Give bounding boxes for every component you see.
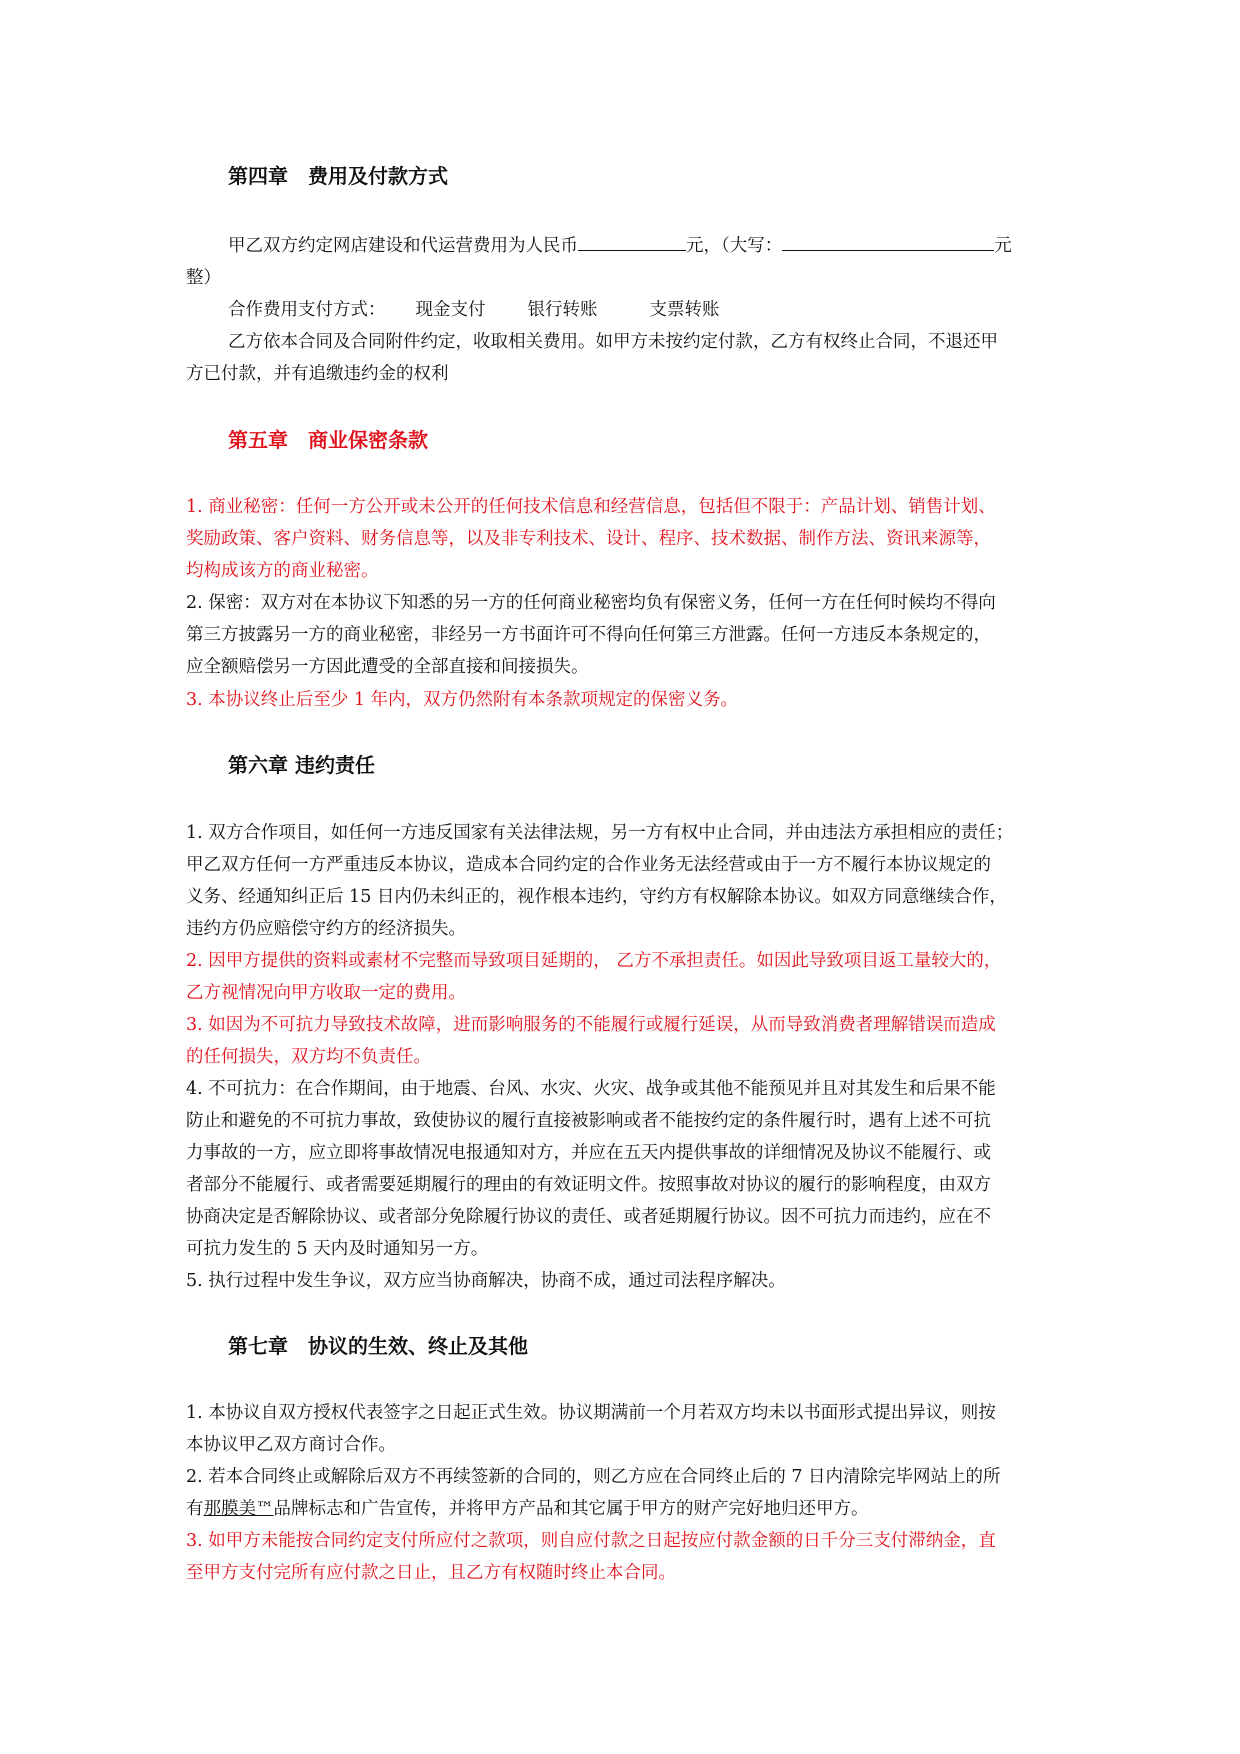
chapter-4-fee-line [228, 230, 1012, 262]
fee-amount-blank[interactable] [578, 232, 686, 251]
chapter-7-item1-line2: 本协议甲乙双方商讨合作。 [186, 1435, 396, 1455]
chapter-7-item3-line1: 3. 如甲方未能按合同约定支付所应付之款项，则自应付款之日起按应付款金额的日千分三支付滞纳金，直 [186, 1531, 996, 1551]
chapter-4-para3-line1: 乙方依本合同及合同附件约定，收取相关费用。如甲方未按约定付款，乙方有权终止合同，不退还甲 [228, 332, 998, 352]
chapter-6-item4-line5: 协商决定是否解除协议、或者部分免除履行协议的责任、或者延期履行协议。因不可抗力而违约，应在不 [186, 1207, 991, 1227]
chapter-6-title: 第六章 违约责任 [228, 753, 375, 777]
chapter-4-para3-line2: 方已付款，并有追缴违约金的权利 [186, 364, 449, 384]
chapter-5-item1-line1: 1. 商业秘密：任何一方公开或未公开的任何技术信息和经营信息，包括但不限于：产品计划、销售计划、 [186, 497, 996, 517]
chapter-6-item4-line1: 4. 不可抗力：在合作期间，由于地震、台风、水灾、火灾、战争或其他不能预见并且对其发生和后果不能 [186, 1079, 996, 1099]
chapter-7-item2-prefix: 有 [186, 1499, 204, 1519]
chapter-4-title: 第四章 费用及付款方式 [228, 164, 448, 188]
chapter-4-fee-line-end: 整） [186, 268, 221, 288]
payment-method-line [228, 294, 720, 326]
chapter-6-item1-line2: 甲乙双方任何一方严重违反本协议，造成本合同约定的合作业务无法经营或由于一方不履行本协议规定的 [186, 855, 991, 875]
chapter-6-item1-line3: 义务、经通知纠正后 15 日内仍未纠正的，视作根本违约，守约方有权解除本协议。如双方同意继续合作， [186, 887, 1007, 907]
chapter-5-item3-line1: 3. 本协议终止后至少 1 年内，双方仍然附有本条款项规定的保密义务。 [186, 690, 739, 710]
chapter-6-item1-line4: 违约方仍应赔偿守约方的经济损失。 [186, 919, 466, 939]
brand-name: 那膜美™ [203, 1499, 274, 1519]
chapter-6-item4-line2: 防止和避免的不可抗力事故，致使协议的履行直接被影响或者不能按约定的条件履行时，遇有上述不可抗 [186, 1111, 991, 1131]
chapter-5-item1-line2: 奖励政策、客户资料、财务信息等，以及非专利技术、设计、程序、技术数据、制作方法、资讯来源等， [186, 529, 991, 549]
chapter-7-item3-line2: 至甲方支付完所有应付款之日止，且乙方有权随时终止本合同。 [186, 1563, 676, 1583]
chapter-6-item3-line2: 的任何损失，双方均不负责任。 [186, 1047, 431, 1067]
chapter-7-title: 第七章 协议的生效、终止及其他 [228, 1334, 528, 1358]
payment-option-cash: 现金支付 [415, 300, 486, 320]
chapter-7-item2-line1: 2. 若本合同终止或解除后双方不再续签新的合同的，则乙方应在合同终止后的 7 日内清除完毕网站上的所 [186, 1467, 1001, 1487]
fee-text-a: 甲乙双方约定网店建设和代运营费用为人民币 [228, 236, 578, 256]
chapter-6-item2-line2: 乙方视情况向甲方收取一定的费用。 [186, 983, 466, 1003]
fee-text-c: 元 [994, 236, 1012, 256]
payment-option-bank: 银行转账 [527, 300, 598, 320]
chapter-6-item1-line1: 1. 双方合作项目，如任何一方违反国家有关法律法规，另一方有权中止合同，并由违法方承担相应的责任； [186, 823, 1014, 843]
chapter-5-title: 第五章 商业保密条款 [228, 428, 428, 452]
fee-text-b: 元，（大写： [686, 236, 783, 256]
chapter-5-item1-line3: 均构成该方的商业秘密。 [186, 561, 379, 581]
chapter-5-item2-line1: 2. 保密：双方对在本协议下知悉的另一方的任何商业秘密均负有保密义务，任何一方在任何时候均不得向 [186, 593, 996, 613]
fee-uppercase-blank[interactable] [782, 232, 994, 251]
payment-option-check: 支票转账 [649, 300, 720, 320]
chapter-6-item2-line1: 2. 因甲方提供的资料或素材不完整而导致项目延期的， 乙方不承担责任。如因此导致项目返工量较大的， [186, 951, 1002, 971]
chapter-7-item2-suffix: 品牌标志和广告宣传，并将甲方产品和其它属于甲方的财产完好地归还甲方。 [273, 1499, 869, 1519]
chapter-6-item4-line4: 者部分不能履行、或者需要延期履行的理由的有效证明文件。按照事故对协议的履行的影响程度，由双方 [186, 1175, 991, 1195]
chapter-5-item2-line2: 第三方披露另一方的商业秘密，非经另一方书面许可不得向任何第三方泄露。任何一方违反本条规定的， [186, 625, 991, 645]
chapter-6-item5-line1: 5. 执行过程中发生争议，双方应当协商解决，协商不成，通过司法程序解决。 [186, 1271, 786, 1291]
chapter-6-item4-line3: 力事故的一方，应立即将事故情况电报通知对方，并应在五天内提供事故的详细情况及协议不能履行、或 [186, 1143, 991, 1163]
chapter-7-item1-line1: 1. 本协议自双方授权代表签字之日起正式生效。协议期满前一个月若双方均未以书面形式提出异议，则按 [186, 1403, 996, 1423]
chapter-6-item4-line6: 可抗力发生的 5 天内及时通知另一方。 [186, 1239, 489, 1259]
payment-method-label: 合作费用支付方式： [228, 300, 386, 320]
chapter-7-item2-line2 [186, 1493, 869, 1525]
chapter-5-item2-line3: 应全额赔偿另一方因此遭受的全部直接和间接损失。 [186, 657, 589, 677]
chapter-6-item3-line1: 3. 如因为不可抗力导致技术故障，进而影响服务的不能履行或履行延误，从而导致消费者理解错误而造成 [186, 1015, 996, 1035]
